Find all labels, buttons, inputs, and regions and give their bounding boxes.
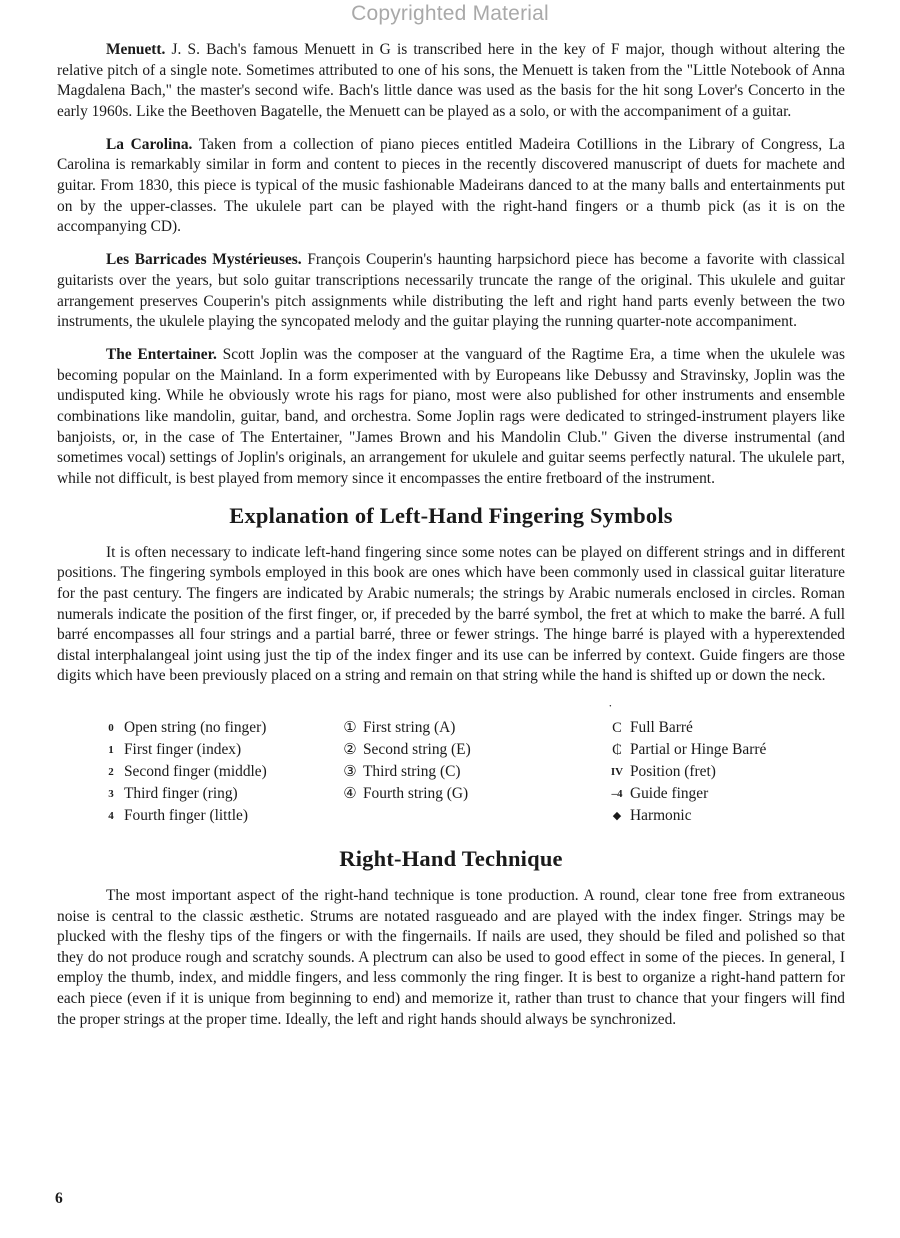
legend-item: [100, 761, 267, 783]
full-barre-symbol: C: [612, 719, 622, 736]
legend-item: [100, 739, 267, 761]
finger-3-symbol: 3: [108, 787, 114, 800]
fingering-symbols-legend: [57, 703, 845, 827]
legend-item: [100, 805, 267, 827]
legend-label: First string (A): [363, 718, 456, 736]
paragraph-heading: Menuett.: [106, 41, 166, 58]
section-title-left-hand: Explanation of Left-Hand Fingering Symbols: [229, 502, 673, 528]
legend-item: [339, 717, 471, 739]
tick-mark: ˙: [608, 703, 613, 719]
partial-barre-symbol: ₵: [612, 741, 622, 758]
paragraph-text: J. S. Bach's famous Menuett in G is transcribed here in the key of F major, though without altering the relative pitch of a single note. Sometimes attributed to one of his sons, the Menuett is taken from the "Little Notebook of Anna Magdalena Bach," the master's second wife. Bach's little dance was used as the basis for the hit song Lover's Concerto in the early 1960s. Like the Beethoven Bagatelle, the Menuett can be played as a solo, or with the accompaniment of a guitar.: [57, 41, 845, 120]
string-symbols-column: [339, 717, 471, 805]
legend-label: Second finger (middle): [124, 762, 267, 780]
paragraph-heading: La Carolina.: [106, 135, 193, 153]
harmonic-symbol: ◆: [612, 809, 622, 822]
legend-item: [606, 739, 766, 761]
finger-1-symbol: 1: [108, 743, 114, 756]
guide-finger-symbol: –4: [611, 787, 623, 800]
string-3-symbol: ③: [343, 763, 357, 780]
legend-item: [606, 783, 766, 805]
legend-item: [339, 783, 471, 805]
legend-label: First finger (index): [124, 740, 242, 758]
string-2-symbol: ②: [343, 741, 357, 758]
legend-label: Fourth finger (little): [124, 806, 248, 824]
position-symbol: IV: [610, 765, 624, 778]
paragraph-heading: The Entertainer.: [106, 346, 217, 364]
paragraph-heading: Les Barricades Mystérieuses.: [106, 251, 302, 269]
string-1-symbol: ①: [343, 719, 357, 736]
finger-4-symbol: 4: [108, 809, 114, 822]
paragraph-barricades: [57, 250, 845, 332]
legend-label: Full Barré: [630, 718, 693, 736]
page-number: 6: [55, 1190, 63, 1207]
legend-label: Third finger (ring): [124, 784, 238, 802]
paragraph-text: Taken from a collection of piano pieces entitled Madeira Cotillions in the Library of Congress, La Carolina is remarkably similar in form and content to pieces in the recently discovered manuscript of duets for machete and guitar. From 1830, this piece is typical of the music fashionable Madeirans danced to at the many balls and entertainments put on by the upper-classes. The ukulele part can be played with the right-hand fingers or a thumb pick (as it is on the accompanying CD).: [57, 135, 845, 236]
legend-label: Partial or Hinge Barré: [630, 740, 767, 758]
string-4-symbol: ④: [343, 785, 357, 802]
legend-item: [339, 761, 471, 783]
legend-label: Guide finger: [630, 784, 709, 802]
legend-label: Fourth string (G): [363, 784, 469, 802]
legend-label: Second string (E): [363, 740, 471, 758]
paragraph-menuett: [57, 40, 845, 122]
paragraph-entertainer: [57, 345, 845, 489]
page-content: [57, 40, 845, 1043]
legend-label: Harmonic: [630, 806, 692, 824]
legend-label: Open string (no finger): [124, 718, 267, 736]
legend-item: [100, 783, 267, 805]
legend-item: [606, 761, 766, 783]
legend-label: Third string (C): [363, 762, 461, 780]
legend-item: [606, 717, 766, 739]
paragraph-text: Scott Joplin was the composer at the vanguard of the Ragtime Era, a time when the ukulele was becoming popular on the Mainland. In a form experimented with by Europeans like Debussy and Stravinsky, Joplin was the undisputed king. While he obviously wrote his rags for piano, most were also published for other instruments and ensemble combinations like mandolin, guitar, band, and orchestra. Some Joplin rags were dedicated to stringed-instrument players like banjoists, or, in the case of The Entertainer, "James Brown and his Mandolin Club." Given the diverse instrumental (and sometimes vocal) settings of Joplin's originals, an arrangement for ukulele and guitar seems perfectly natural. The ukulele part, while not difficult, is best played from memory since it encompasses the entire fretboard of the instrument.: [57, 346, 845, 487]
legend-label: Position (fret): [630, 762, 716, 780]
paragraph-text: François Couperin's haunting harpsichord piece has become a favorite with classical guitarists over the years, but solo guitar transcriptions necessarily truncate the range of the original. This ukulele and guitar arrangement preserves Couperin's pitch assignments while distributing the left and right hand parts evenly between the two instruments, the ukulele playing the syncopated melody and the guitar playing the running quarter-note accompaniment.: [57, 251, 845, 331]
legend-item: [100, 717, 267, 739]
technique-symbols-column: [606, 717, 766, 827]
finger-symbols-column: [100, 717, 267, 827]
legend-item: [339, 739, 471, 761]
paragraph-left-hand-explanation: It is often necessary to indicate left-hand fingering since some notes can be played on different strings and in different positions. The fingering symbols employed in this book are ones which have been commonly used in classical guitar literature for the past century. The fingers are indicated by Arabic numerals; the strings by Arabic numerals enclosed in circles. Roman numerals indicate the position of the first finger, or, if preceded by the barré symbol, the fret at which to make the barré. A full barré encompasses all four strings and a partial barré, three or fewer strings. The hinge barré is played with a hyperextended distal interphalangeal joint using just the tip of the index finger and its use can be inferred by context. Guide fingers are those digits which have been previously placed on a string and remain on that string while the hand is shifted up or down the neck.: [57, 543, 845, 685]
section-title-right-hand: Right-Hand Technique: [339, 846, 563, 872]
finger-2-symbol: 2: [108, 765, 114, 778]
legend-item: [606, 805, 766, 827]
finger-0-symbol: 0: [108, 721, 114, 734]
paragraph-right-hand-technique: The most important aspect of the right-hand technique is tone production. A round, clear tone free from extraneous noise is central to the classic æsthetic. Strums are notated rasgueado and are played with the index finger. Strings may be plucked with the fleshy tips of the fingers or with the fingernails. If nails are used, they should be filed and polished so that they do not produce rough and scratchy sounds. A plectrum can also be used to good effect in some of the pieces. In general, I employ the thumb, index, and middle fingers, and less commonly the ring finger. It is best to organize a right-hand pattern for each piece (even if it is unique from beginning to end) and memorize it, rather than trust to chance that your fingers will find the proper strings at the proper time. Ideally, the left and right hands should always be synchronized.: [57, 887, 845, 1028]
copyright-watermark: Copyrighted Material: [351, 2, 549, 25]
paragraph-la-carolina: [57, 135, 845, 238]
